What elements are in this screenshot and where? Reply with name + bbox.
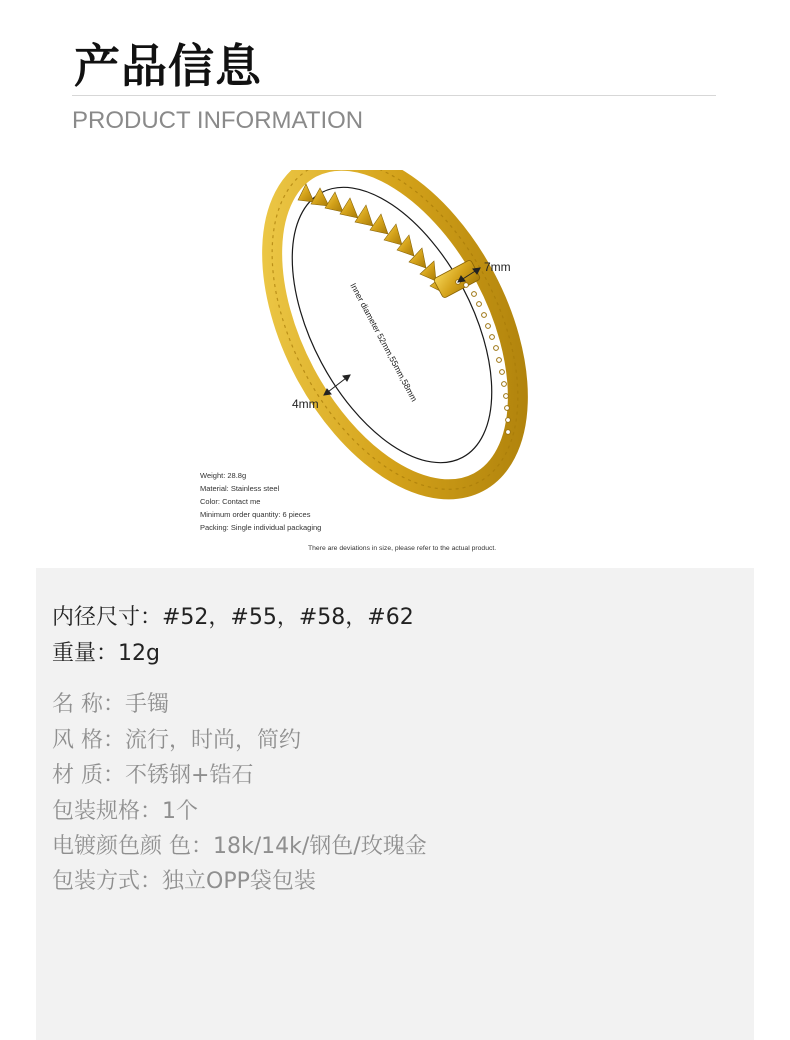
spec-material: Material: Stainless steel [200,484,280,493]
spec-list [200,471,321,532]
detail-inner-size: 内径尺寸：#52，#55，#58，#62 [52,605,414,630]
title-divider [72,95,716,96]
side-dimension-arrow [324,375,350,395]
spec-packing: Packing: Single individual packaging [200,523,322,532]
spec-weight: Weight: 28.8g [200,471,247,480]
detail-plating-color: 电镀颜色颜 色：18k/14k/钢色/玫瑰金 [52,834,427,859]
bangle-band [221,170,568,530]
detail-style: 风 格：流行，时尚，简约 [52,728,301,753]
spec-moq: Minimum order quantity: 6 pieces [200,510,311,519]
inner-diameter-label: Inner diameter 52mm,55mm,58mm [348,281,420,404]
detail-package-spec: 包装规格：1个 [52,799,198,824]
top-dimension-label: 7mm [484,260,511,274]
page-subtitle: PRODUCT INFORMATION [72,107,364,134]
bangle-illustration [190,170,600,560]
detail-weight: 重量：12g [52,641,160,666]
size-disclaimer: There are deviations in size, please refer to the actual product. [308,545,497,552]
spec-color: Color: Contact me [200,497,261,506]
detail-name: 名 称：手镯 [52,692,169,717]
detail-packaging-method: 包装方式：独立OPP袋包装 [52,869,316,894]
detail-material: 材 质：不锈钢+锆石 [52,763,254,788]
page-title: 产品信息 [74,39,262,93]
product-details-panel [36,568,754,1040]
bangle-product-image [190,170,600,560]
side-dimension-label: 4mm [292,397,319,411]
